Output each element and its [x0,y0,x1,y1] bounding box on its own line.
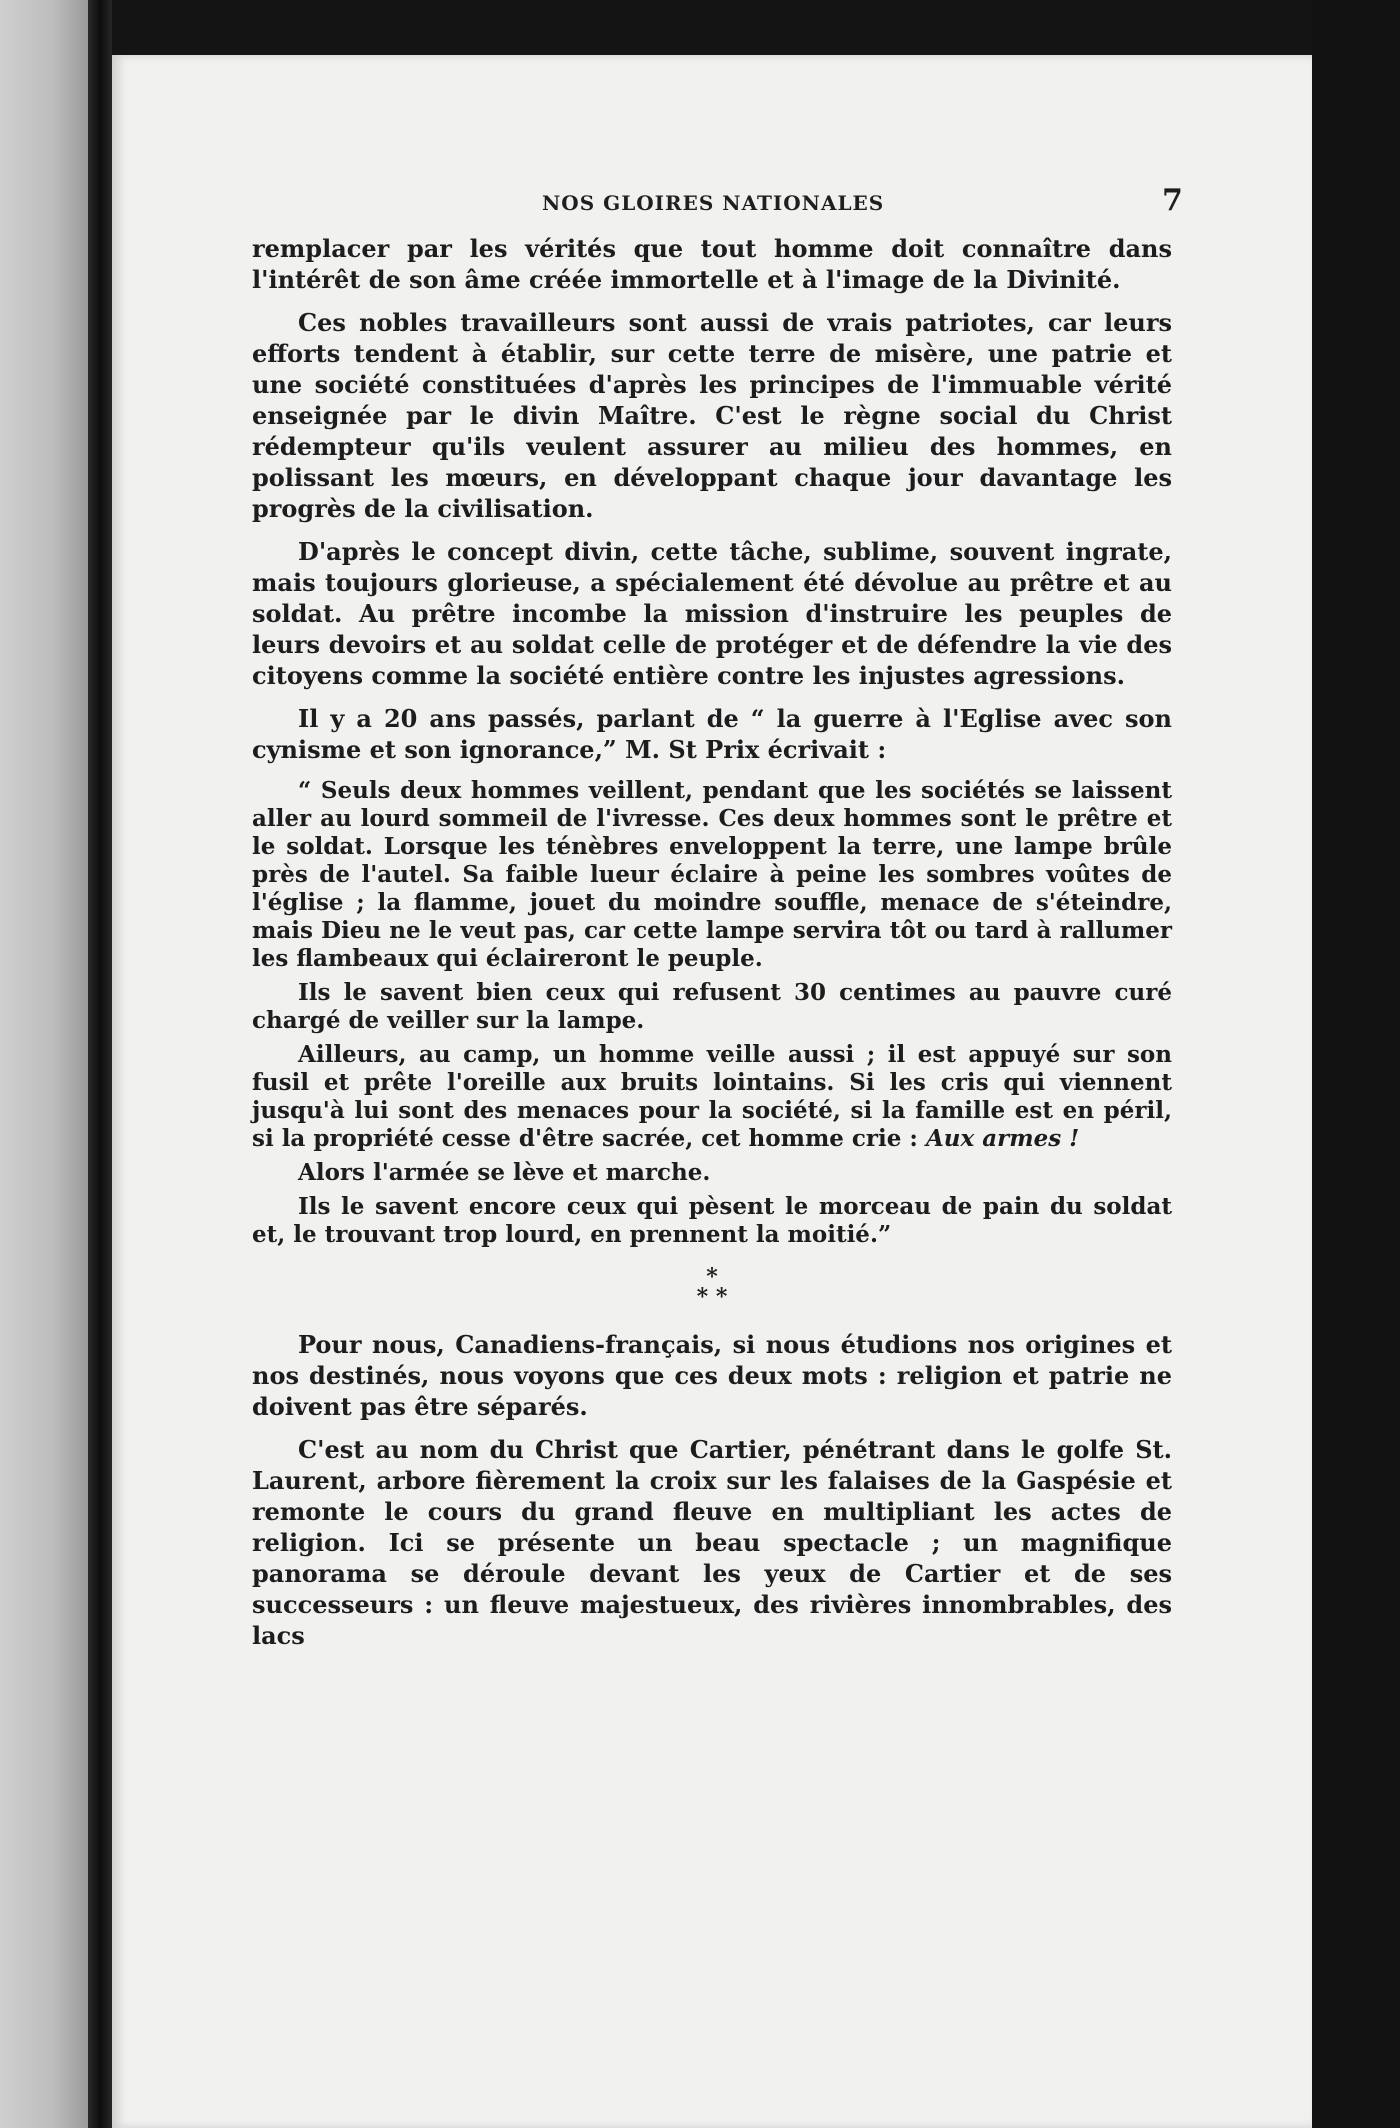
asterism-bottom: * * [696,1284,728,1310]
scan-border [1312,0,1400,2128]
body-text [252,233,1172,1663]
asterism-top: * [706,1264,718,1290]
paragraph: Ces nobles travailleurs sont aussi de vrais patriotes, car leurs efforts tendent à établir, sur cette terre de misère, une patrie et une société constituées d'après les principes de l'immuable vérité enseignée par le divin Maître. C'est le règne social du Christ rédempteur qu'ils veulent assurer au milieu des hommes, en polissant les mœurs, en développant chaque jour davantage les progrès de la civilisation. [252,308,1172,523]
quote-paragraph: Alors l'armée se lève et marche. [298,1159,711,1186]
book-gutter [88,0,112,2128]
previous-page-edge [0,0,88,2128]
paragraph: D'après le concept divin, cette tâche, sublime, souvent ingrate, mais toujours glorieuse, a spécialement été dévolue au prêtre et au soldat. Au prêtre incombe la mission d'instruire les peuples de leurs devoirs et au soldat celle de protéger et de défendre la vie des citoyens comme la société entière contre les injustes agressions. [252,537,1172,690]
paragraph: Il y a 20 ans passés, parlant de “ la guerre à l'Eglise avec son cynisme et son ignorance,” M. St Prix écrivait : [252,704,1172,764]
page-number: 7 [1162,183,1183,218]
book-page [112,55,1312,2128]
paragraph: C'est au nom du Christ que Cartier, pénétrant dans le golfe St. Laurent, arbore fièrement la croix sur les falaises de la Gaspésie et remonte le cours du grand fleuve en multipliant les actes de religion. Ici se présente un beau spectacle ; un magnifique panorama se déroule devant les yeux de Cartier et de ses successeurs : un fleuve majestueux, des rivières innombrables, des lacs [252,1435,1172,1650]
quote-paragraph: Ils le savent bien ceux qui refusent 30 centimes au pauvre curé chargé de veiller sur la lampe. [252,979,1172,1034]
block-quote [252,777,1172,1249]
quote-paragraph: “ Seuls deux hommes veillent, pendant que les sociétés se laissent aller au lourd sommeil de l'ivresse. Ces deux hommes sont le prêtre et le soldat. Lorsque les ténèbres enveloppent la terre, une lampe brûle près de l'autel. Sa faible lueur éclaire à peine les sombres voûtes de l'église ; la flamme, jouet du moindre souffle, menace de s'éteindre, mais Dieu ne le veut pas, car cette lampe servira tôt ou tard à rallumer les flambeaux qui éclaireront le peuple. [252,777,1172,972]
running-title: NOS GLOIRES NATIONALES [542,191,885,215]
quote-emphasis: Aux armes ! [925,1125,1080,1152]
quote-text: Ailleurs, au camp, un homme veille aussi ; il est appuyé sur son fusil et prête l'oreille aux bruits lointains. Si les cris qui viennent jusqu'à lui sont des menaces pour la société, si la famille est en péril, si la propriété cesse d'être sacrée, cet homme crie : [252,1041,1172,1152]
paragraph: Pour nous, Canadiens-français, si nous étudions nos origines et nos destinés, nous voyons que ces deux mots : religion et patrie ne doivent pas être séparés. [252,1330,1172,1421]
quote-paragraph: Ils le savent encore ceux qui pèsent le morceau de pain du soldat et, le trouvant trop lourd, en prennent la moitié.” [252,1193,1172,1248]
section-break-asterism [252,1264,1172,1310]
paragraph: remplacer par les vérités que tout homme doit connaître dans l'intérêt de son âme créée immortelle et à l'image de la Divinité. [252,234,1172,294]
page-header [112,183,1312,223]
quote-paragraph [252,1041,1172,1153]
